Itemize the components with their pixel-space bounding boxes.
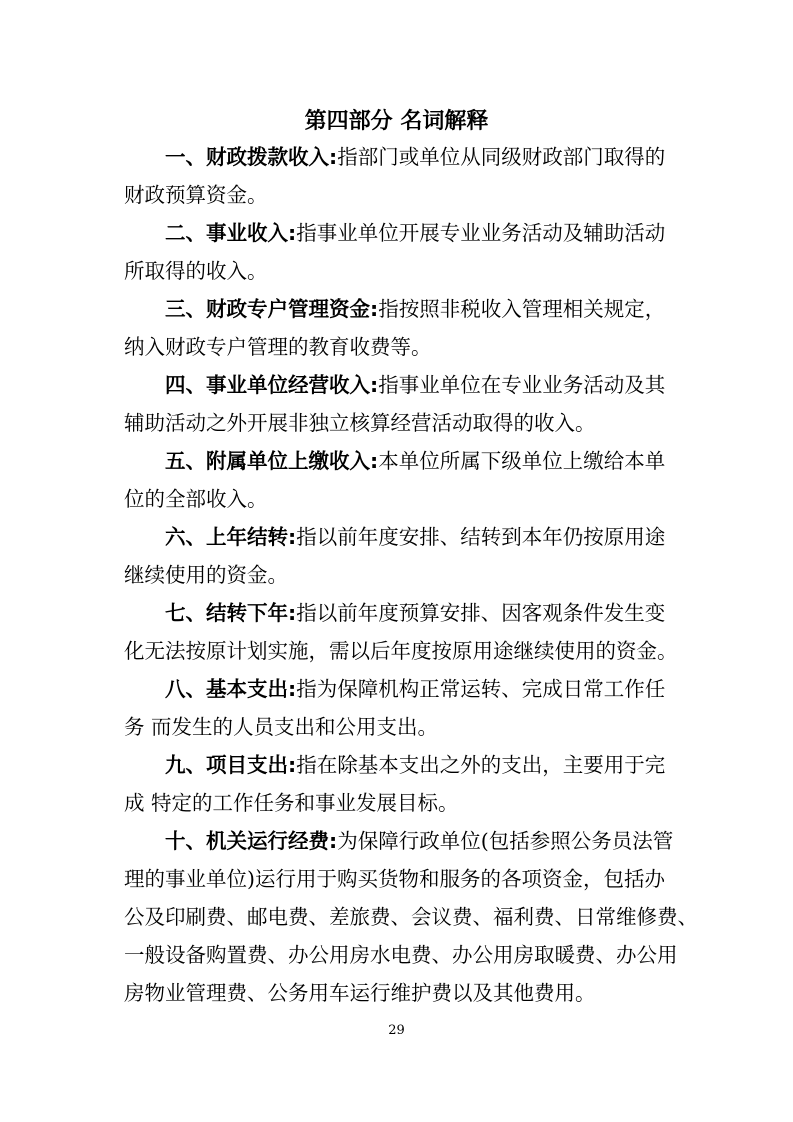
term-continuation-line xyxy=(124,176,699,214)
term-definition xyxy=(124,822,699,1012)
term-text: 务 而发生的人员支出和公用支出。 xyxy=(124,715,439,739)
term-heading: 八、基本支出: xyxy=(165,677,297,701)
term-text: 为保障行政单位(包括参照公务员法管 xyxy=(337,829,674,853)
term-heading: 九、项目支出: xyxy=(165,753,297,777)
term-text: 辅助活动之外开展非独立核算经营活动取得的收入。 xyxy=(124,411,596,435)
term-heading: 七、结转下年: xyxy=(165,601,297,625)
term-text: 一般设备购置费、办公用房水电费、办公用房取暖费、办公用 xyxy=(124,943,678,967)
term-heading: 五、附属单位上缴收入: xyxy=(165,449,379,473)
term-text: 继续使用的资金。 xyxy=(124,563,288,587)
term-continuation-line xyxy=(124,974,699,1012)
term-definition xyxy=(124,138,699,214)
term-text: 指按照非税收入管理相关规定， xyxy=(378,297,666,321)
term-definition xyxy=(124,442,699,518)
term-heading: 二、事业收入: xyxy=(165,221,297,245)
term-continuation-line xyxy=(124,784,699,822)
term-definition xyxy=(124,366,699,442)
term-continuation-line xyxy=(124,708,699,746)
section-title: 第四部分 名词解释 xyxy=(304,109,489,134)
term-first-line xyxy=(124,594,699,632)
term-text: 位的全部收入。 xyxy=(124,487,268,511)
term-text: 指以前年度预算安排、因客观条件发生变 xyxy=(296,601,666,625)
term-continuation-line xyxy=(124,936,699,974)
term-text: 指事业单位开展专业业务活动及辅助活动 xyxy=(296,221,666,245)
term-first-line xyxy=(124,518,699,556)
term-definition xyxy=(124,746,699,822)
term-list xyxy=(124,138,699,1012)
term-heading: 十、机关运行经费: xyxy=(165,829,338,853)
term-first-line xyxy=(124,442,699,480)
term-definition xyxy=(124,594,699,670)
term-continuation-line xyxy=(124,404,699,442)
term-heading: 三、财政专户管理资金: xyxy=(165,297,379,321)
term-text: 指以前年度安排、结转到本年仍按原用途 xyxy=(296,525,666,549)
term-text: 成 特定的工作任务和事业发展目标。 xyxy=(124,791,459,815)
term-continuation-line xyxy=(124,860,699,898)
term-definition xyxy=(124,290,699,366)
term-text: 指部门或单位从同级财政部门取得的 xyxy=(337,145,666,169)
term-continuation-line xyxy=(124,328,699,366)
term-first-line xyxy=(124,290,699,328)
term-continuation-line xyxy=(124,556,699,594)
term-definition xyxy=(124,214,699,290)
term-text: 化无法按原计划实施，需以后年度按原用途继续使用的资金。 xyxy=(124,639,678,663)
term-heading: 四、事业单位经营收入: xyxy=(165,373,379,397)
term-continuation-line xyxy=(124,898,699,936)
term-first-line xyxy=(124,214,699,252)
term-text: 房物业管理费、公务用车运行维护费以及其他费用。 xyxy=(124,981,596,1005)
term-first-line xyxy=(124,670,699,708)
term-heading: 六、上年结转: xyxy=(165,525,297,549)
term-definition xyxy=(124,670,699,746)
term-text: 指在除基本支出之外的支出，主要用于完 xyxy=(296,753,666,777)
term-first-line xyxy=(124,366,699,404)
term-continuation-line xyxy=(124,480,699,518)
term-continuation-line xyxy=(124,632,699,670)
term-first-line xyxy=(124,138,699,176)
page-number: 29 xyxy=(388,1023,405,1038)
term-text: 本单位所属下级单位上缴给本单 xyxy=(378,449,666,473)
term-first-line xyxy=(124,746,699,784)
term-definition xyxy=(124,518,699,594)
term-heading: 一、财政拨款收入: xyxy=(165,145,338,169)
term-text: 纳入财政专户管理的教育收费等。 xyxy=(124,335,432,359)
term-text: 指事业单位在专业业务活动及其 xyxy=(378,373,666,397)
term-text: 理的事业单位)运行用于购买货物和服务的各项资金，包括办 xyxy=(124,867,665,891)
term-text: 财政预算资金。 xyxy=(124,183,268,207)
term-continuation-line xyxy=(124,252,699,290)
term-first-line xyxy=(124,822,699,860)
term-text: 所取得的收入。 xyxy=(124,259,268,283)
term-text: 公及印刷费、邮电费、差旅费、会议费、福利费、日常维修费、 xyxy=(124,905,698,929)
term-text: 指为保障机构正常运转、完成日常工作任 xyxy=(296,677,666,701)
